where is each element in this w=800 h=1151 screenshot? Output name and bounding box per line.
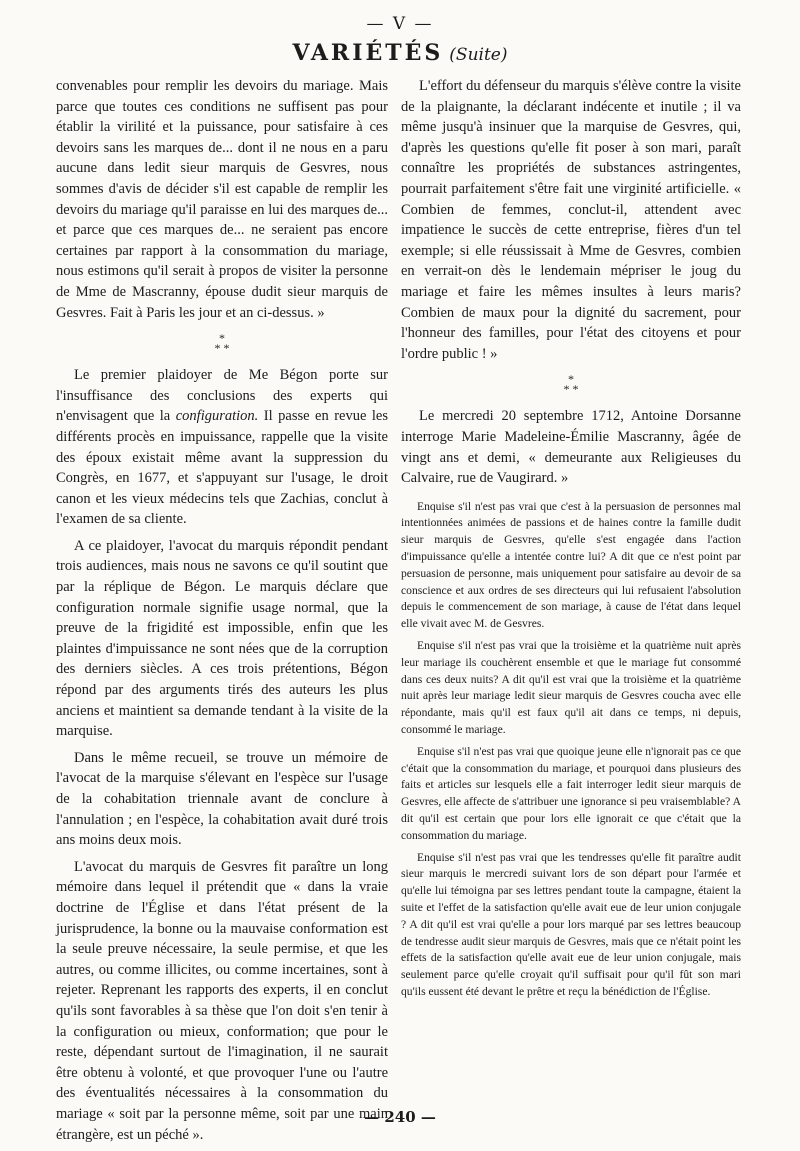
transcript-entry: Enquise s'il n'est pas vrai que les tendresses qu'elle fit paraître audit sieur marquis le mercredi suivant lors de son départ pour l'armée et qu'elle lui témoigna par ses lettres pendant toute la campagne, étaient la suite et l'effet de la satisfaction qu'elle avait eue de leur union conjugale ? A dit qu'il est vrai qu'elle a pour lors marqué par ses lettres beaucoup de tendresse audit sieur marquis de Gesvres, mais que ce n'était point les effets de la satisfaction qu'elle avait eue de leur union conjugale, mais seulement parce qu'elle croyait qu'il suffisait pour qu'il fût son mari qu'ils eussent été devant le prêtre et reçu la bénédiction de l'Église. [401, 850, 741, 998]
right-column [401, 76, 741, 1006]
interrogation-transcript [401, 499, 741, 1001]
transcript-entry: Enquise s'il n'est pas vrai que la troisième et la quatrième nuit après leur mariage ils couchèrent ensemble et que le mariage fut consommé dans ces deux nuits? A dit qu'il est vrai que la troisième et la quatrième nuit après leur mariage ledit sieur marquis de Gesvres coucha avec elle répondante, mais qu'il est faux qu'il ait dans ce temps, ni depuis, consommé le mariage. [401, 639, 741, 737]
asterism-separator: * * * [563, 372, 579, 397]
page-folio: — V — [366, 14, 434, 34]
section-subtitle: (Suite) [449, 45, 508, 65]
section-header [0, 40, 800, 66]
paragraph: Le premier plaidoyer de Me Bégon porte sur l'insuffisance des conclusions des experts qui n'envisagent que la configuration. Il passe en revue les différents procès en impuissance, rappelle que la visite des époux existait même avant la suppression du Congrès, en 1677, et s'appuyant sur l'usage, le droit canon et les vieux médecins tels que Zachias, conclut à l'examen de sa cliente. [56, 367, 388, 528]
paragraph: convenables pour remplir les devoirs du mariage. Mais parce que toutes ces conditions ne suffisent pas pour établir la virilité et la puissance, pour satisfaire à ces devoirs sans les marques de... dont il ne nous en a paru aucune dans ledit sieur marquis de Gesvres, nous sommes d'avis de décider s'il est capable de remplir les devoirs du mariage qu'il paraisse en lui des marques de... et parce que ces marques de... ne seraient pas encore certaines par rapport à la consommation du mariage, nous estimons qu'il serait à propos de visiter la personne de Mme de Mascranny, épouse dudit sieur marquis de Gesvres. Fait à Paris les jour et an ci-dessus. » [56, 78, 388, 321]
asterism-separator: * * * [214, 331, 230, 356]
paragraph: Le mercredi 20 septembre 1712, Antoine Dorsanne interroge Marie Madeleine-Émilie Mascranny, âgée de vingt ans et demi, « demeurante aux Religieuses du Calvaire, rue de Vaugirard. » [401, 408, 741, 487]
transcript-entry: Enquise s'il n'est pas vrai que quoique jeune elle n'ignorait pas ce que c'était que la consommation du mariage, et pourquoi dans plusieurs des faits et articles sur lesquels elle a fait interroger ledit sieur marquis de Gesvres, elle affecte de s'attribuer une ignorance si peu vraisemblable? A dit qu'il est certain que pour lors elle ignorait ce que c'était que la consommation du mariage. [401, 744, 741, 842]
transcript-entry: Enquise s'il n'est pas vrai que c'est à la persuasion de personnes mal intentionnées animées de passions et de haines contre la famille dudit sieur marquis de Gesvres, qu'elle s'est engagée dans l'action d'impuissance qu'elle a intentée contre lui? A dit que ce n'est point par persuasion de personne, mais uniquement pour satisfaire au devoir de sa conscience et aux ordres de ses directeurs qui lui refusaient l'absolution depuis le commencement de son mariage, à cause de l'état dans lequel elle vivait avec M. de Gesvres. [401, 499, 741, 631]
left-column [56, 76, 388, 1151]
paragraph: L'avocat du marquis de Gesvres fit paraître un long mémoire dans lequel il prétendit que « dans la vraie doctrine de l'Église et dans l'état présent de la jurisprudence, la bonne ou la mauvaise conformation est la seule preuve nécessaire, la seule permise, et que les autres, ou comme illicites, ou comme incertaines, sont à rejeter. Reprenant les rapports des experts, il en conclut qu'ils sont favorables à sa thèse que l'on doit s'en tenir à la configuration ou mieux, conformation; que pour le reste, dépendant surtout de l'imagination, il ne saurait être obtenu à volonté, et que provoquer l'une ou l'autre des éventualités nécessaires à la consommation du mariage « soit par la personne même, soit par une main étrangère, est un péché ». [56, 858, 388, 1143]
paragraph: Dans le même recueil, se trouve un mémoire de l'avocat de la marquise s'élevant en l'espèce sur l'usage de la cohabitation triennale avant de conclure à l'annulation ; en l'espèce, la cohabitation avait duré trois ans moins deux mois. [56, 749, 388, 849]
page-number: — 240 — [364, 1108, 436, 1126]
paragraph: A ce plaidoyer, l'avocat du marquis répondit pendant trois audiences, mais nous ne savons ce qu'il soutint que par la réplique de Bégon. Le marquis déclare que configuration normale signifie usage normal, que la preuve de la frigidité est impossible, enfin que les plaintes d'impuissance ne sont nées que de la corruption des derniers siècles. A ces trois prétentions, Bégon répond par des arguments tirés des auteurs les plus anciens et maintient sa demande tendant à la visite de la marquise. [56, 537, 388, 740]
section-title: VARIÉTÉS [292, 40, 444, 66]
paragraph: L'effort du défenseur du marquis s'élève contre la visite de la plaignante, la déclarant indécente et inutile ; il va même jusqu'à insinuer que la marquise de Gesvres, qui, d'après les questions qu'elle fit poser à son mari, paraît connaître les propriétés de substances astringentes, pourrait parfaitement s'être fait une virginité artificielle. « Combien de femmes, conclut-il, attendent avec impatience le succès de cette entreprise, fières d'un tel exemple; si elle réussissait à Mme de Gesvres, combien en verrait-on dès le lendemain mépriser le joug du mariage et faire les mêmes insultes à leurs maris? Combien de maux pour la dignité du sacrement, pour l'honneur des familles, pour l'état des citoyens et pour l'ordre public ! » [401, 78, 741, 362]
